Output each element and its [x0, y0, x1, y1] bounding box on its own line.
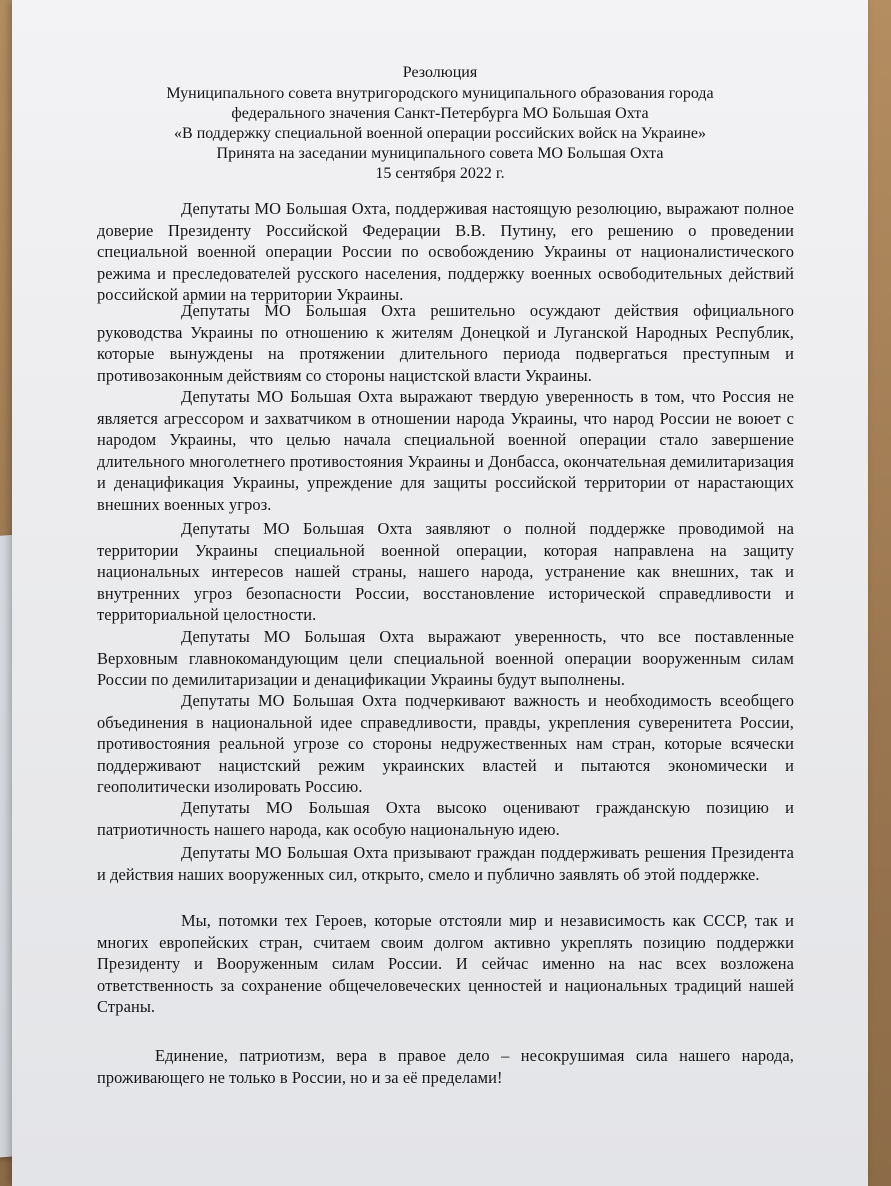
closing-statement: Единение, патриотизм, вера в правое дело – несокрушимая сила нашего народа, проживающего не только в России, но и за её пределами!	[97, 1046, 794, 1087]
paragraph-3: Депутаты МО Большая Охта выражают твердую уверенность в том, что Россия не является агрессором и захватчиком в отношении народа Украины, что народ России не воюет с народом Украины, что целью начала специальной военной операции стало завершение длительного многолетнего противостояния Украины и Донбасса, окончательная демилитаризация и денацификация Украины, упреждение для защиты российской территории от нарастающих внешних военных угроз.	[97, 387, 794, 514]
doc-issuer-line-1: Муниципального совета внутригородского муниципального образования города	[166, 85, 714, 102]
paragraph-5: Депутаты МО Большая Охта выражают уверенность, что все поставленные Верховным главнокомандующим цели специальной военной операции вооруженным силам России по демилитаризации и денацификации Украины будут выполнены.	[97, 627, 794, 690]
doc-issuer-line-2: федерального значения Санкт-Петербурга МО Большая Охта	[231, 105, 649, 122]
paragraph-6: Депутаты МО Большая Охта подчеркивают важность и необходимость всеобщего объединения в национальной идее справедливости, правды, укрепления суверенитета России, противостояния реальной угрозе со стороны недружественных нам стран, которые всячески поддерживают нацистский режим украинских властей и пытаются экономически и геополитически изолировать Россию.	[97, 691, 794, 797]
doc-title: Резолюция	[402, 64, 478, 81]
doc-subject: «В поддержку специальной военной операции российских войск на Украине»	[174, 125, 706, 142]
paragraph-9: Мы, потомки тех Героев, которые отстояли мир и независимость как СССР, так и многих европейских стран, считаем своим долгом активно укреплять позицию поддержки Президенту и Вооруженным силам России. И сейчас именно на нас всех возложена ответственность за сохранение общечеловеческих ценностей и национальных традиций нашей Страны.	[97, 911, 794, 1017]
doc-adoption: Принята на заседании муниципального совета МО Большая Охта	[216, 145, 664, 162]
paragraph-2: Депутаты МО Большая Охта решительно осуждают действия официального руководства Украины по отношению к жителям Донецкой и Луганской Народных Республик, которые вынуждены на протяжении длительного периода подвергаться преступным и противозаконным действиям со стороны нацистской власти Украины.	[97, 301, 794, 385]
paragraph-7: Депутаты МО Большая Охта высоко оценивают гражданскую позицию и патриотичность нашего народа, как особую национальную идею.	[97, 798, 794, 839]
paragraph-8: Депутаты МО Большая Охта призывают граждан поддерживать решения Президента и действия наших вооруженных сил, открыто, смело и публично заявлять об этой поддержке.	[97, 843, 794, 884]
doc-date: 15 сентября 2022 г.	[375, 165, 505, 182]
paragraph-4: Депутаты МО Большая Охта заявляют о полной поддержке проводимой на территории Украины специальной военной операции, которая направлена на защиту национальных интересов нашей страны, нашего народа, устранение как внешних, так и внутренних угроз безопасности России, восстановление исторической справедливости и территориальной целостности.	[97, 519, 794, 625]
paragraph-1: Депутаты МО Большая Охта, поддерживая настоящую резолюцию, выражают полное доверие Президенту Российской Федерации В.В. Путину, его решению о проведении специальной военной операции России по освобождению Украины от националистического режима и преследователей русского населения, поддержку военных освободительных действий российской армии на территории Украины.	[97, 199, 794, 305]
